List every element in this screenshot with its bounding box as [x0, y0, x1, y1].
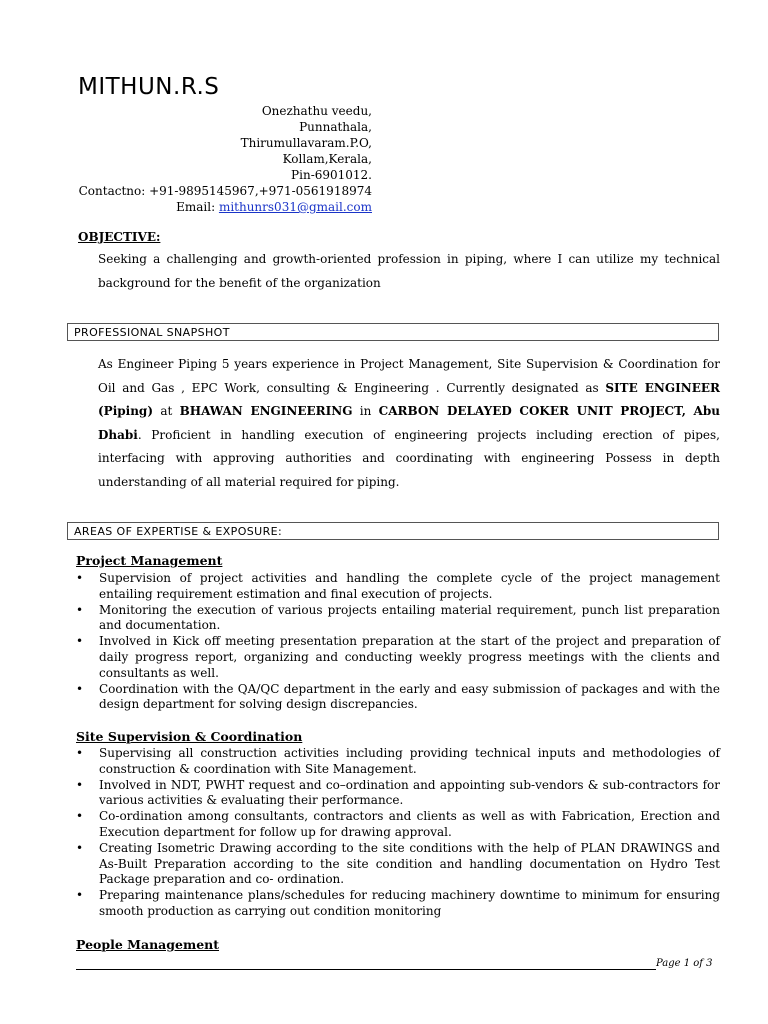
list-item-text: Preparing maintenance plans/schedules for reducing machinery downtime to minimum for ensuring smooth production as carrying out condition monitoring: [99, 888, 720, 918]
list-item-text: Involved in NDT, PWHT request and co–ordination and appointing sub-vendors & sub-contractors for various activities & evaluating their performance.: [99, 777, 720, 808]
project-management-title: Project Management: [76, 553, 223, 568]
bullet-icon: •: [76, 809, 84, 824]
list-item: [76, 841, 720, 888]
bullet-icon: •: [76, 571, 84, 585]
expertise-heading: AREAS OF EXPERTISE & EXPOSURE:: [67, 522, 719, 540]
list-item: [76, 778, 720, 810]
bullet-icon: •: [76, 681, 84, 696]
address-line: Onezhathu veedu,: [261, 104, 372, 118]
professional-snapshot-text: [98, 353, 720, 495]
list-item-text: Creating Isometric Drawing according to the site conditions with the help of PLAN DRAWINGS and As-Built Preparation according to the site condition and handling documentation on Hydro Test Package preparation and co- ordination.: [99, 840, 720, 887]
list-item-text: Supervising all construction activities including providing technical inputs and methodologies of construction & coordination with Site Management.: [99, 746, 720, 776]
address-line: Pin-6901012.: [291, 168, 372, 182]
snapshot-project: CARBON DELAYED COKER UNIT PROJECT, Abu Dhabi: [98, 404, 720, 442]
list-item: [76, 809, 720, 841]
snapshot-text-part: at: [153, 404, 180, 419]
bullet-icon: •: [76, 888, 84, 903]
list-item: [76, 603, 720, 635]
list-item: [76, 571, 720, 603]
list-item-text: Involved in Kick off meeting presentation preparation at the start of the project and preparation of daily progress report, organizing and conducting weekly progress meetings with the clients and consultants as well.: [99, 634, 720, 680]
email-row: [78, 199, 372, 215]
candidate-name: MITHUN.R.S: [78, 74, 220, 100]
address-line: Punnathala,: [299, 120, 372, 134]
project-management-list: [76, 571, 720, 713]
professional-snapshot-heading: PROFESSIONAL SNAPSHOT: [67, 323, 719, 341]
bullet-icon: •: [76, 777, 84, 792]
email-link[interactable]: mithunrs031@gmail.com: [218, 200, 372, 214]
snapshot-text-part: in: [352, 404, 379, 419]
snapshot-company: BHAWAN ENGINEERING: [179, 404, 353, 419]
site-supervision-list: [76, 746, 720, 920]
people-management-title: People Management: [76, 937, 220, 952]
list-item-text: Monitoring the execution of various projects entailing material requirement, punch list preparation and documentation.: [99, 602, 720, 633]
site-supervision-title: Site Supervision & Coordination: [76, 729, 303, 744]
objective-title: OBJECTIVE:: [78, 230, 161, 244]
bullet-icon: •: [76, 840, 84, 855]
snapshot-text-part: . Proficient in handling execution of engineering projects including erection of pipes, interfacing with approving authorities and coordinating with engineering Possess in depth understanding of all material required for piping.: [98, 427, 720, 489]
list-item-text: Co-ordination among consultants, contractors and clients as well as with Fabrication, Erection and Execution department for follow up for drawing approval.: [99, 809, 720, 839]
email-label: Email:: [176, 200, 216, 214]
snapshot-text-part: As Engineer Piping 5 years experience in Project Management, Site Supervision & Coordination for Oil and Gas , EPC Work, consulting & Engineering . Currently designated as: [98, 357, 720, 395]
bullet-icon: •: [76, 602, 84, 617]
list-item: [76, 888, 720, 920]
list-item: [76, 746, 720, 778]
page-number: Page 1 of 3: [656, 958, 713, 969]
address-line: Thirumullavaram.P.O,: [240, 136, 372, 150]
bullet-icon: •: [76, 746, 84, 760]
list-item-text: Coordination with the QA/QC department in the early and easy submission of packages and with the design department for solving design discrepancies.: [99, 681, 720, 712]
address-line: Kollam,Kerala,: [282, 152, 372, 166]
objective-text: Seeking a challenging and growth-oriented profession in piping, where I can utilize my technical background for the benefit of the organization: [98, 252, 720, 290]
contact-numbers: Contactno: +91-9895145967,+971-0561918974: [78, 184, 372, 198]
list-item: [76, 682, 720, 714]
list-item-text: Supervision of project activities and handling the complete cycle of the project management entailing requirement estimation and final execution of projects.: [99, 571, 720, 601]
bullet-icon: •: [76, 634, 84, 649]
snapshot-designation: SITE ENGINEER (Piping): [98, 380, 720, 419]
address-block: [78, 103, 372, 215]
list-item: [76, 634, 720, 681]
footer-divider: [76, 969, 656, 970]
